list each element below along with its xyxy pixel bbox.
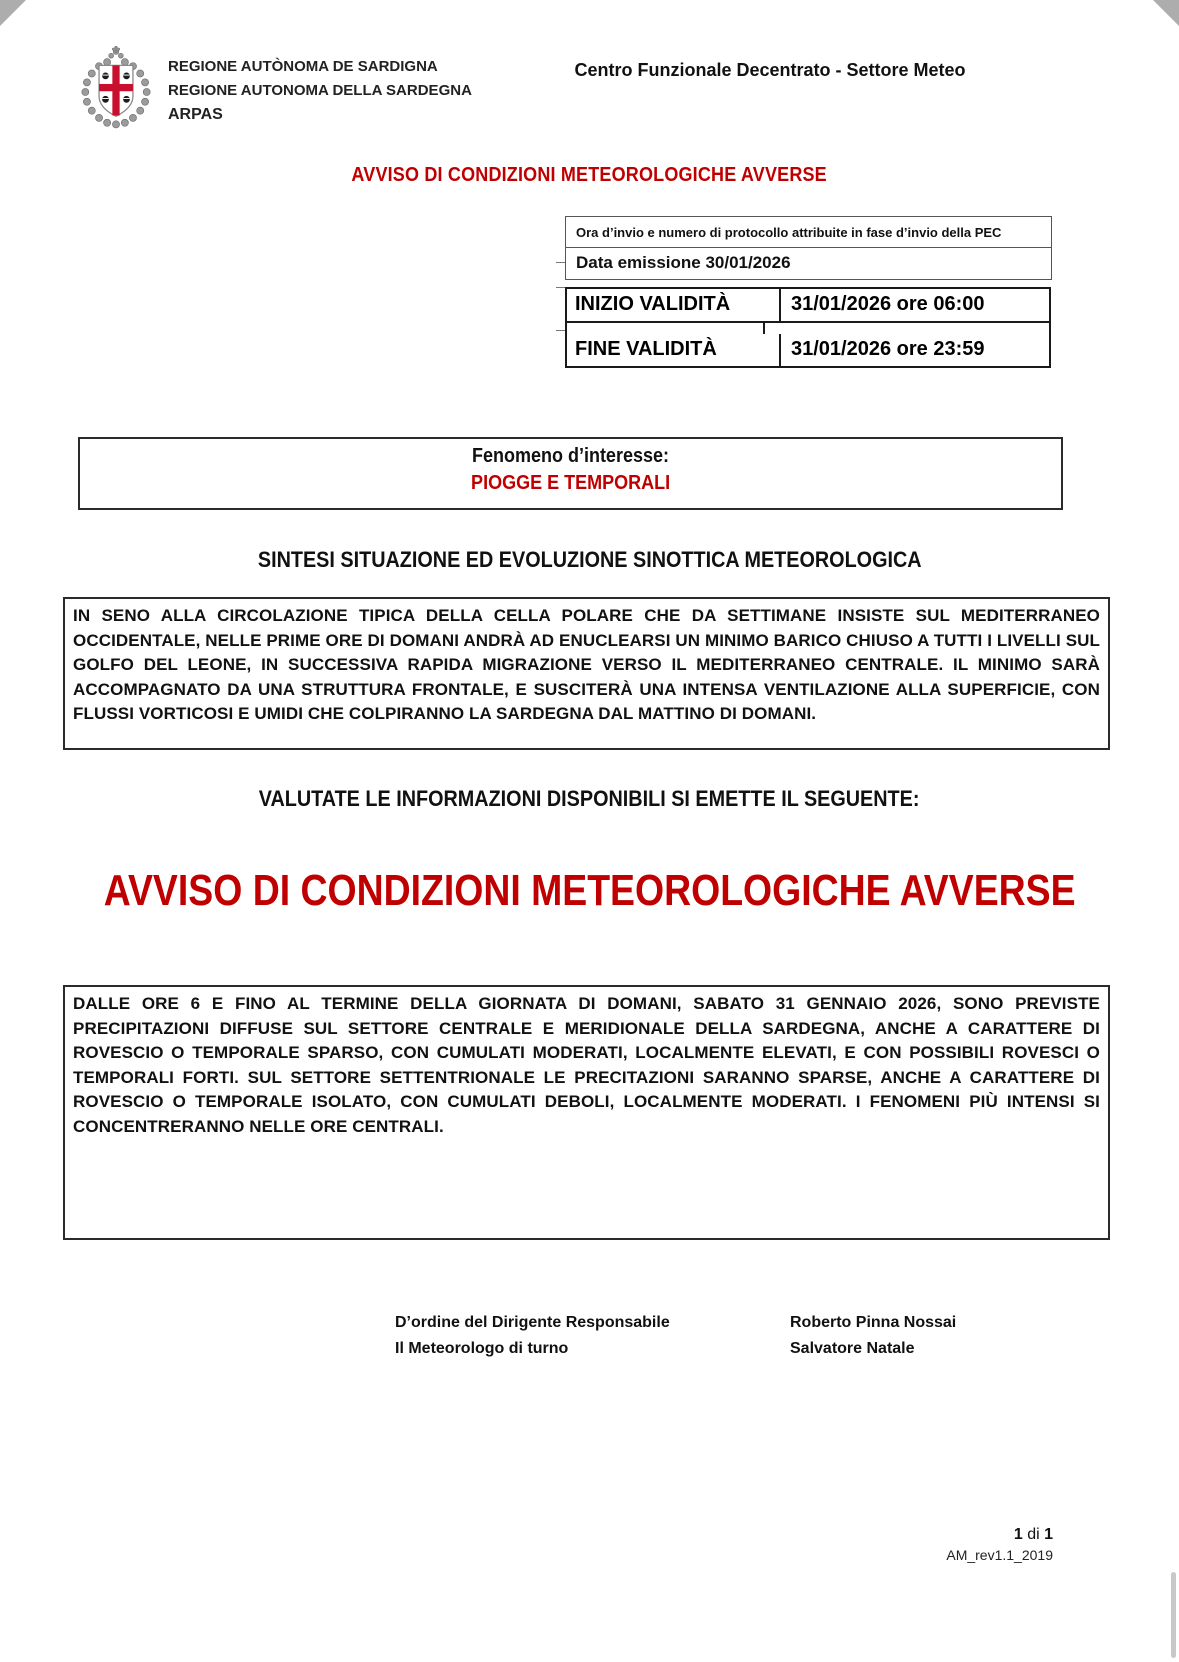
warning-body-text: DALLE ORE 6 E FINO AL TERMINE DELLA GIORNATA DI DOMANI, SABATO 31 GENNAIO 2026, SONO PREVISTE PRECIPITAZIONI DIFFUSE SUL SETTORE CENTRALE E MERIDIONALE DELLA SARDEGNA, ANCHE A CARATTERE DI ROVESCIO O TEMPORALE SPARSO, CON CUMULATI MODERATI, LOCALMENTE ELEVATI, E CON POSSIBILI ROVESCI O TEMPORALI FORTI. SUL SETTORE SETTENTRIONALE LE PRECITAZIONI SARANNO SPARSE, ANCHE A CARATTERE DI ROVESCIO O TEMPORALE ISOLATO, CON CUMULATI DEBOLI, LOCALMENTE MODERATI. I FENOMENI PIÙ INTENSI SI CONCENTRERANNO NELLE ORE CENTRALI. [73,994,1100,1136]
scrollbar-thumb[interactable] [1171,1572,1176,1658]
table-left-tick [556,262,565,263]
phenomenon-value: PIOGGE E TEMPORALI [470,472,671,494]
main-warning-title: AVVISO DI CONDIZIONI METEOROLOGICHE AVVERSE [103,866,1076,915]
signature-role-line2: Il Meteorologo di turno [395,1340,569,1357]
validity-end-value: 31/01/2026 ore 23:59 [791,338,985,360]
emission-date: Data emissione 30/01/2026 [576,253,791,272]
document-revision: AM_rev1.1_2019 [946,1547,1053,1563]
table-left-tick [556,330,565,331]
emission-statement: VALUTATE LE INFORMAZIONI DISPONIBILI SI EMETTE IL SEGUENTE: [259,786,920,811]
signature-names-block [790,1310,956,1362]
warning-body-box [63,985,1110,1240]
office-title: Centro Funzionale Decentrato - Settore Meteo [574,60,966,80]
org-name-sardinian: REGIONE AUTÒNOMA DE SARDIGNA [168,58,438,75]
validity-end-label: FINE VALIDITÀ [567,334,781,366]
validity-start-label: INIZIO VALIDITÀ [567,289,781,321]
signature-role-block [395,1310,670,1362]
validity-end-row [565,334,1051,368]
org-name-italian: REGIONE AUTONOMA DELLA SARDEGNA [168,82,472,99]
org-agency: ARPAS [168,106,223,123]
synthesis-body-text: IN SENO ALLA CIRCOLAZIONE TIPICA DELLA CELLA POLARE CHE DA SETTIMANE INSISTE SUL MEDITERRANEO OCCIDENTALE, NELLE PRIME ORE DI DOMANI ANDRÀ AD ENUCLEARSI UN MINIMO BARICO CHIUSO A TUTTI I LIVELLI SUL GOLFO DEL LEONE, IN SUCCESSIVA RAPIDA MIGRAZIONE VERSO IL MEDITERRANEO CENTRALE. IL MINIMO SARÀ ACCOMPAGNATO DA UNA STRUTTURA FRONTALE, E SUSCITERÀ UNA INTENSA VENTILAZIONE ALLA SUPERFICIE, CON FLUSSI VORTICOSI E UMIDI CHE COLPIRANNO LA SARDEGNA DAL MATTINO DI DOMANI. [73,606,1100,723]
validity-table [565,287,1051,368]
screen-corner-top-left [0,0,26,26]
table-left-tick [556,287,565,288]
validity-start-value: 31/01/2026 ore 06:00 [791,293,985,315]
synthesis-heading: SINTESI SITUAZIONE ED EVOLUZIONE SINOTTICA METEOROLOGICA [257,547,922,572]
validity-spacer-row [565,323,1051,334]
phenomenon-label: Fenomeno d’interesse: [471,445,670,467]
signature-name-1: Roberto Pinna Nossai [790,1314,957,1331]
organization-block [168,55,472,127]
sardinia-coat-of-arms-logo [75,46,157,130]
signature-role-line1: D’ordine del Dirigente Responsabile [395,1314,670,1331]
page-footer [653,1526,1053,1563]
validity-start-row [565,287,1051,323]
signature-name-2: Salvatore Natale [790,1340,915,1357]
page-number: 1 di 1 [1013,1526,1053,1543]
protocol-table [565,216,1052,280]
phenomenon-box [78,437,1063,510]
synthesis-body-box [63,597,1110,750]
document-title: AVVISO DI CONDIZIONI METEOROLOGICHE AVVERSE [351,164,828,186]
screen-corner-top-right [1153,0,1179,26]
pec-protocol-note: Ora d’invio e numero di protocollo attribuite in fase d’invio della PEC [566,217,1051,248]
